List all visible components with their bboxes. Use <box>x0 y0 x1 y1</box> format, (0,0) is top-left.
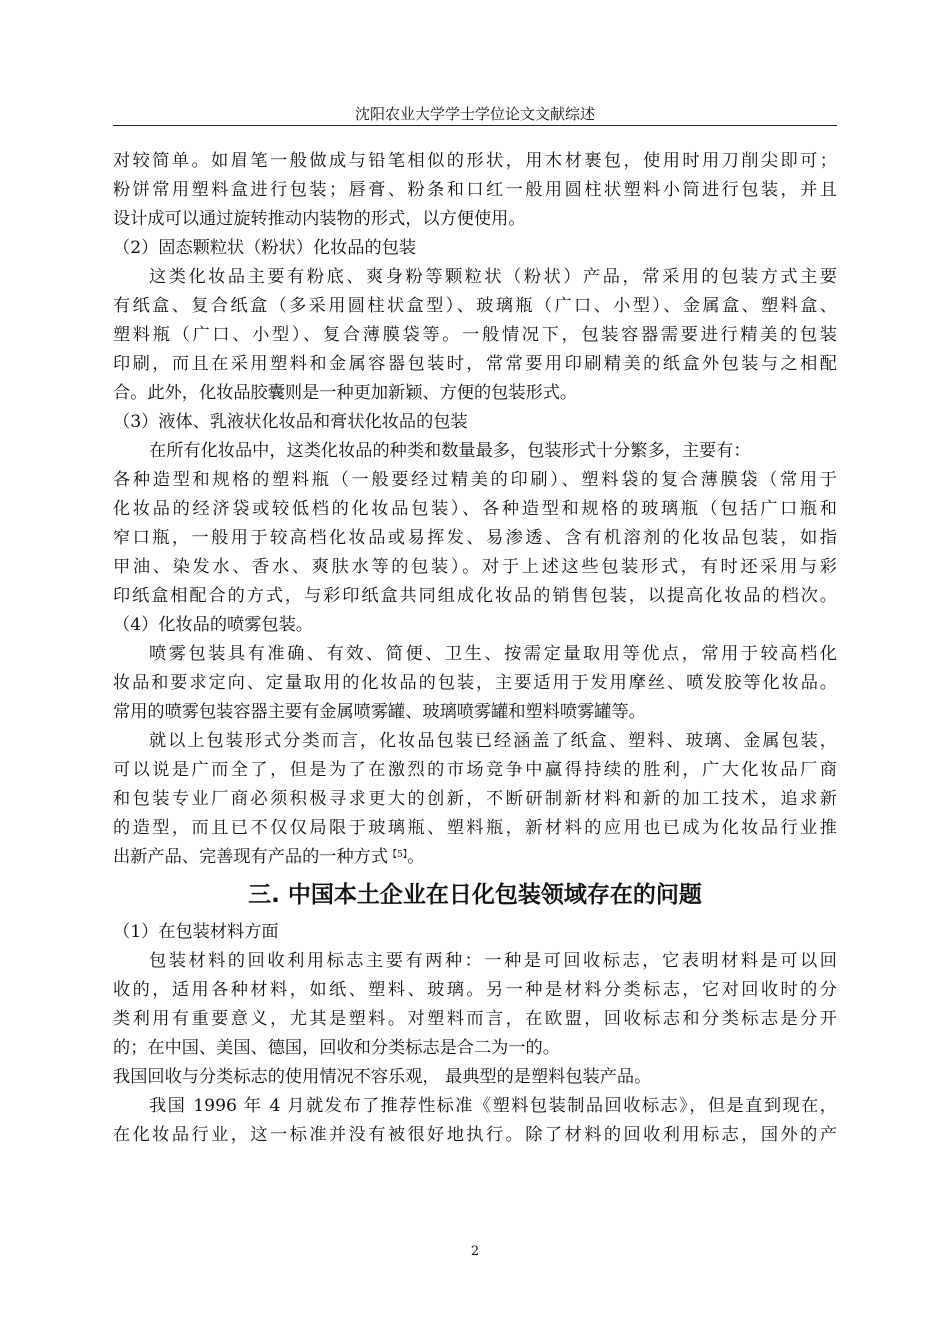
subheading: （3）液体、乳液状化妆品和膏状化妆品的包装 <box>113 412 468 432</box>
paragraph-line: 印刷，而且在采用塑料和金属容器包装时，常常要用印刷精美的纸盒外包装与之相配 <box>113 354 837 374</box>
paragraph-line: 各种造型和规格的塑料瓶（一般要经过精美的印刷）、塑料袋的复合薄膜袋（常用于 <box>113 470 837 490</box>
paragraph-line: 有纸盒、复合纸盒（多采用圆柱状盒型）、玻璃瓶（广口、小型）、金属盒、塑料盒、 <box>113 296 837 316</box>
paragraph-line: 印纸盒相配合的方式，与彩印纸盒共同组成化妆品的销售包装，以提高化妆品的档次。 <box>113 586 837 606</box>
citation-sentence: 出新产品、完善现有产品的一种方式 <box>113 847 389 867</box>
paragraph-line: 对较简单。如眉笔一般做成与铅笔相似的形状，用木材裹包，使用时用刀削尖即可； <box>113 151 837 171</box>
header-rule <box>113 125 837 126</box>
paragraph-line: 合。此外，化妆品胶囊则是一种更加新颖、方便的包装形式。 <box>113 383 578 403</box>
paragraph-line-with-citation <box>113 843 837 872</box>
paragraph-line: 常用的喷雾包装容器主要有金属喷雾罐、玻璃喷雾罐和塑料喷雾罐等。 <box>113 702 646 722</box>
paragraph-line: 妆品和要求定向、定量取用的化妆品的包装，主要适用于发用摩丝、喷发胶等化妆品。 <box>113 673 837 693</box>
paragraph-line: 可以说是广而全了，但是为了在激烈的市场竞争中赢得持续的胜利，广大化妆品厂商 <box>113 760 837 780</box>
paragraph-line: 在化妆品行业，这一标准并没有被很好地执行。除了材料的回收利用标志，国外的产 <box>113 1125 837 1145</box>
section-heading: 三. 中国本土企业在日化包装领域存在的问题 <box>248 882 702 908</box>
sentence-end: 。 <box>407 847 425 867</box>
subheading: （4）化妆品的喷雾包装。 <box>113 615 313 635</box>
paragraph-line: 化妆品的经济袋或较低档的化妆品包装）、各种造型和规格的玻璃瓶（包括广口瓶和 <box>113 499 837 519</box>
subheading: （1）在包装材料方面 <box>113 922 279 942</box>
paragraph-line: 甲油、染发水、香水、爽肤水等的包装）。对于上述这些包装形式，有时还采用与彩 <box>113 557 837 577</box>
paragraph-line: 我国 1996 年 4 月就发布了推荐性标准《塑料包装制品回收标志》，但是直到现在， <box>149 1096 837 1116</box>
paragraph-line: 的造型，而且已不仅仅局限于玻璃瓶、塑料瓶，新材料的应用也已成为化妆品行业推 <box>113 818 837 838</box>
paragraph-line: 的；在中国、美国、德国，回收和分类标志是合二为一的。 <box>113 1038 560 1058</box>
paragraph-line: 这类化妆品主要有粉底、爽身粉等颗粒状（粉状）产品，常采用的包装方式主要 <box>149 267 837 287</box>
paragraph-line: 包装材料的回收利用标志主要有两种：一种是可回收标志，它表明材料是可以回 <box>149 951 837 971</box>
running-header: 沈阳农业大学学士学位论文文献综述 <box>354 105 595 123</box>
subheading: （2）固态颗粒状（粉状）化妆品的包装 <box>113 238 417 258</box>
paragraph-line: 设计成可以通过旋转推动内装物的形式，以方便使用。 <box>113 209 526 229</box>
page-number: 2 <box>470 1244 480 1259</box>
citation-reference: 【5】 <box>388 850 408 860</box>
paragraph-line: 粉饼常用塑料盒进行包装；唇膏、粉条和口红一般用圆柱状塑料小筒进行包装，并且 <box>113 180 837 200</box>
paragraph-line: 喷雾包装具有准确、有效、简便、卫生、按需定量取用等优点，常用于较高档化 <box>149 644 837 664</box>
paragraph-line: 塑料瓶（广口、小型）、复合薄膜袋等。一般情况下，包装容器需要进行精美的包装 <box>113 325 837 345</box>
paragraph-line: 就以上包装形式分类而言，化妆品包装已经涵盖了纸盒、塑料、玻璃、金属包装， <box>149 731 837 751</box>
body-text <box>113 147 837 1150</box>
paragraph-line: 和包装专业厂商必须积极寻求更大的创新，不断研制新材料和新的加工技术，追求新 <box>113 789 837 809</box>
paragraph-line: 在所有化妆品中，这类化妆品的种类和数量最多，包装形式十分繁多，主要有： <box>149 441 751 461</box>
paragraph-line: 窄口瓶，一般用于较高档化妆品或易挥发、易渗透、含有机溶剂的化妆品包装，如指 <box>113 528 837 548</box>
paragraph-line: 我国回收与分类标志的使用情况不容乐观， 最典型的是塑料包装产品。 <box>113 1067 652 1087</box>
paragraph-line: 类利用有重要意义，尤其是塑料。对塑料而言，在欧盟，回收标志和分类标志是分开 <box>113 1009 837 1029</box>
paragraph-line: 收的，适用各种材料，如纸、塑料、玻璃。另一种是材料分类标志，它对回收时的分 <box>113 980 837 1000</box>
